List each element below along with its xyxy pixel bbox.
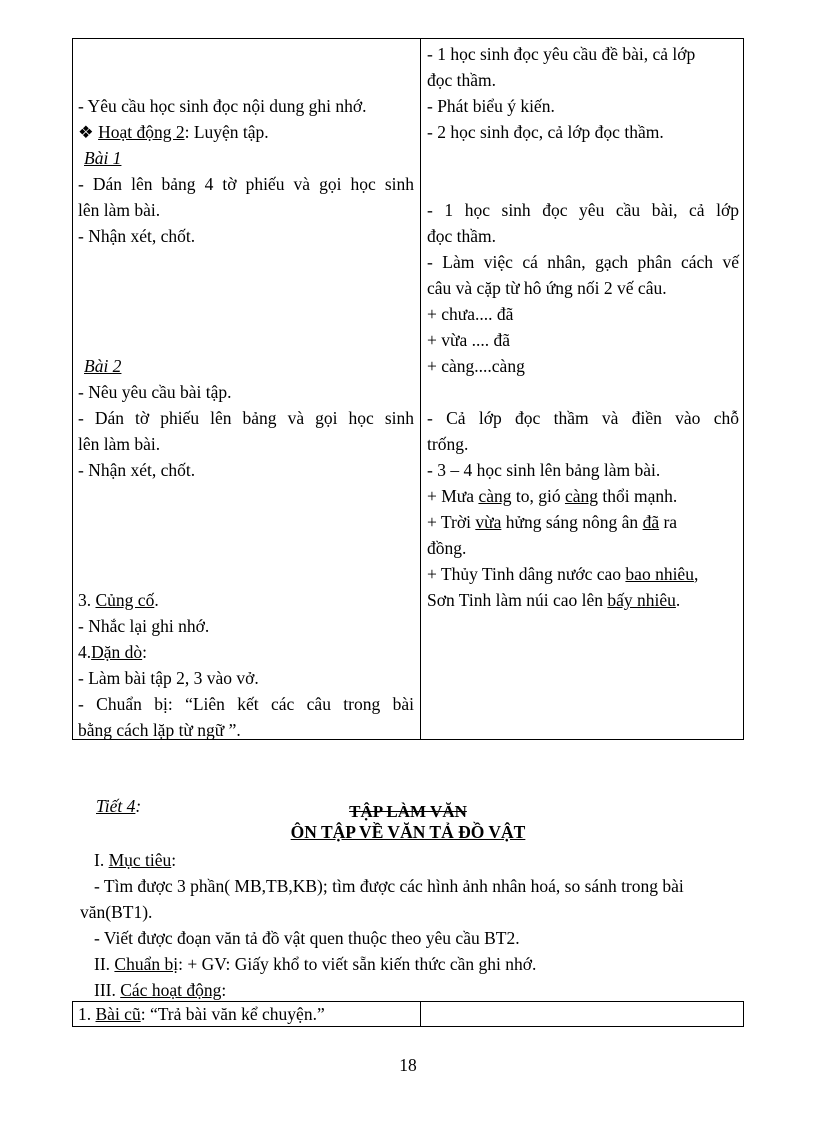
- example-sentence-thuy-tinh: + Thủy Tinh dâng nước cao bao nhiêu,: [427, 564, 699, 584]
- column-divider: [420, 1002, 421, 1026]
- right-line: - Cả lớp đọc thầm và điền vào chỗ: [427, 408, 739, 428]
- right-line: - Làm việc cá nhân, gạch phân cách vế: [427, 252, 739, 272]
- left-line: - Dán tờ phiếu lên bảng và gọi học sinh: [78, 408, 414, 428]
- left-line: - Làm bài tập 2, 3 vào vở.: [78, 668, 259, 688]
- right-line: + càng....càng: [427, 356, 525, 376]
- exercise-2-label: Bài 2: [84, 356, 122, 376]
- right-line: đồng.: [427, 538, 467, 558]
- preparation-line: II. Chuẩn bị: + GV: Giấy khổ to viết sẵn kiến thức cần ghi nhớ.: [94, 954, 537, 974]
- page-number: 18: [399, 1055, 417, 1075]
- right-line: - 1 học sinh đọc yêu cầu đề bài, cả lớp: [427, 44, 696, 64]
- right-line: + vừa .... đã: [427, 330, 511, 350]
- right-line: trống.: [427, 434, 469, 454]
- left-line: lên làm bài.: [78, 200, 161, 220]
- left-line: - Nhận xét, chốt.: [78, 226, 196, 246]
- right-line: đọc thầm.: [427, 70, 497, 90]
- example-sentence-rain: + Mưa càng to, gió càng thổi mạnh.: [427, 486, 678, 506]
- column-divider: [420, 39, 421, 739]
- example-sentence-son-tinh: Sơn Tinh làm núi cao lên bấy nhiêu.: [427, 590, 681, 610]
- right-line: - Phát biểu ý kiến.: [427, 96, 555, 116]
- objective-line: văn(BT1).: [80, 902, 153, 922]
- right-line: - 3 – 4 học sinh lên bảng làm bài.: [427, 460, 661, 480]
- left-line: lên làm bài.: [78, 434, 161, 454]
- activities-table: [72, 1001, 744, 1027]
- activities-heading: III. Các hoạt động:: [94, 980, 227, 1000]
- lesson-title: ÔN TẬP VỀ VĂN TẢ ĐỒ VẬT: [290, 822, 526, 842]
- left-line: bằng cách lặp từ ngữ ”.: [78, 720, 241, 740]
- homework-heading: 4.Dặn dò:: [78, 642, 148, 662]
- objective-line: - Tìm được 3 phần( MB,TB,KB); tìm được các hình ảnh nhân hoá, so sánh trong bài: [94, 876, 684, 896]
- left-line: - Nhận xét, chốt.: [78, 460, 196, 480]
- right-line: đọc thầm.: [427, 226, 497, 246]
- right-line: - 1 học sinh đọc yêu cầu bài, cả lớp: [427, 200, 739, 220]
- right-line: - 2 học sinh đọc, cả lớp đọc thầm.: [427, 122, 664, 142]
- left-line: - Chuẩn bị: “Liên kết các câu trong bài: [78, 694, 414, 714]
- left-line: - Nêu yêu cầu bài tập.: [78, 382, 232, 402]
- consolidation-heading: 3. Củng cố.: [78, 590, 159, 610]
- left-line: - Nhắc lại ghi nhớ.: [78, 616, 210, 636]
- left-line: - Dán lên bảng 4 tờ phiếu và gọi học sinh: [78, 174, 414, 194]
- right-line: câu và cặp từ hô ứng nối 2 vế câu.: [427, 278, 667, 298]
- objective-line: - Viết được đoạn văn tả đồ vật quen thuộc theo yêu cầu BT2.: [94, 928, 520, 948]
- objectives-heading: I. Mục tiêu:: [94, 850, 177, 870]
- activity-2-label: Hoạt động 2: [98, 122, 185, 142]
- activity-2-heading: ❖ Hoạt động 2: Luyện tập.: [78, 122, 269, 142]
- old-lesson-row: 1. Bài cũ: “Trả bài văn kể chuyện.”: [78, 1004, 325, 1024]
- lesson-table: [72, 38, 744, 740]
- subject-title: TẬP LÀM VĂN: [349, 802, 467, 821]
- exercise-1-label: Bài 1: [84, 148, 122, 168]
- right-line: + chưa.... đã: [427, 304, 514, 324]
- left-line: - Yêu cầu học sinh đọc nội dung ghi nhớ.: [78, 96, 367, 116]
- period-label: Tiết 4:: [96, 796, 142, 816]
- example-sentence-sky: + Trời vừa hửng sáng nông ân đã ra: [427, 512, 678, 532]
